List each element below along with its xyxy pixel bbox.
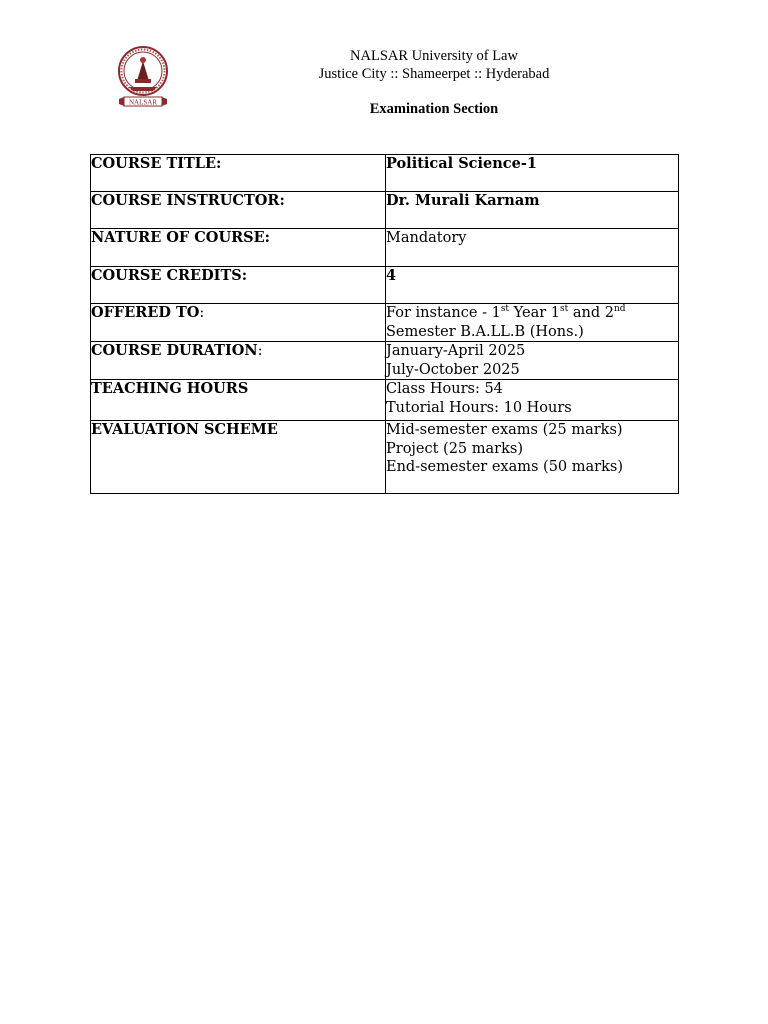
section-title: Examination Section (369, 101, 499, 117)
offered-colon: : (199, 305, 205, 321)
table-row (91, 229, 679, 267)
duration-colon: : (257, 343, 263, 359)
table-row (91, 155, 679, 192)
nature-value: Mandatory (386, 229, 679, 267)
offered-sup-2: st (559, 304, 569, 314)
table-row (91, 342, 679, 380)
offered-label: OFFERED TO (91, 304, 200, 321)
duration-line-1: January-April 2025 (386, 343, 526, 359)
class-hours: Class Hours: 54 (386, 381, 503, 397)
offered-text-2: Year 1 (509, 305, 560, 321)
course-instructor-label: COURSE INSTRUCTOR: (91, 192, 386, 229)
offered-text-1: For instance - 1 (386, 305, 501, 321)
nature-label: NATURE OF COURSE: (91, 229, 386, 267)
duration-label-cell (91, 342, 386, 380)
university-name: NALSAR University of Law (350, 48, 518, 64)
evaluation-line-2: Project (25 marks) (386, 440, 523, 457)
table-row (91, 304, 679, 342)
offered-sup-1: st (500, 304, 510, 314)
table-row (91, 380, 679, 421)
evaluation-value (386, 421, 679, 494)
duration-label: COURSE DURATION (91, 342, 258, 359)
evaluation-line-1: Mid-semester exams (25 marks) (386, 422, 623, 438)
offered-text-line2: Semester B.A.LL.B (Hons.) (386, 323, 584, 340)
duration-value (386, 342, 679, 380)
evaluation-label: EVALUATION SCHEME (91, 421, 386, 494)
duration-line-2: July-October 2025 (386, 361, 520, 378)
credits-value: 4 (386, 267, 679, 304)
table-row (91, 267, 679, 304)
document-header (290, 47, 578, 118)
table-row (91, 421, 679, 494)
course-title-label: COURSE TITLE: (91, 155, 386, 192)
teaching-hours-label: TEACHING HOURS (91, 380, 386, 421)
university-logo (115, 43, 171, 113)
logo-text: NALSAR (128, 98, 158, 107)
offered-sup-3: nd (613, 304, 626, 314)
course-details-table (90, 154, 679, 494)
teaching-hours-value (386, 380, 679, 421)
course-instructor-value: Dr. Murali Karnam (386, 192, 679, 229)
credits-label: COURSE CREDITS: (91, 267, 386, 304)
course-title-value: Political Science-1 (386, 155, 679, 192)
offered-value (386, 304, 679, 342)
offered-label-cell (91, 304, 386, 342)
tutorial-hours: Tutorial Hours: 10 Hours (386, 399, 572, 416)
university-address: Justice City :: Shameerpet :: Hyderabad (318, 66, 550, 82)
evaluation-line-3: End-semester exams (50 marks) (386, 459, 623, 475)
table-row (91, 192, 679, 229)
offered-text-3: and 2 (568, 305, 614, 321)
